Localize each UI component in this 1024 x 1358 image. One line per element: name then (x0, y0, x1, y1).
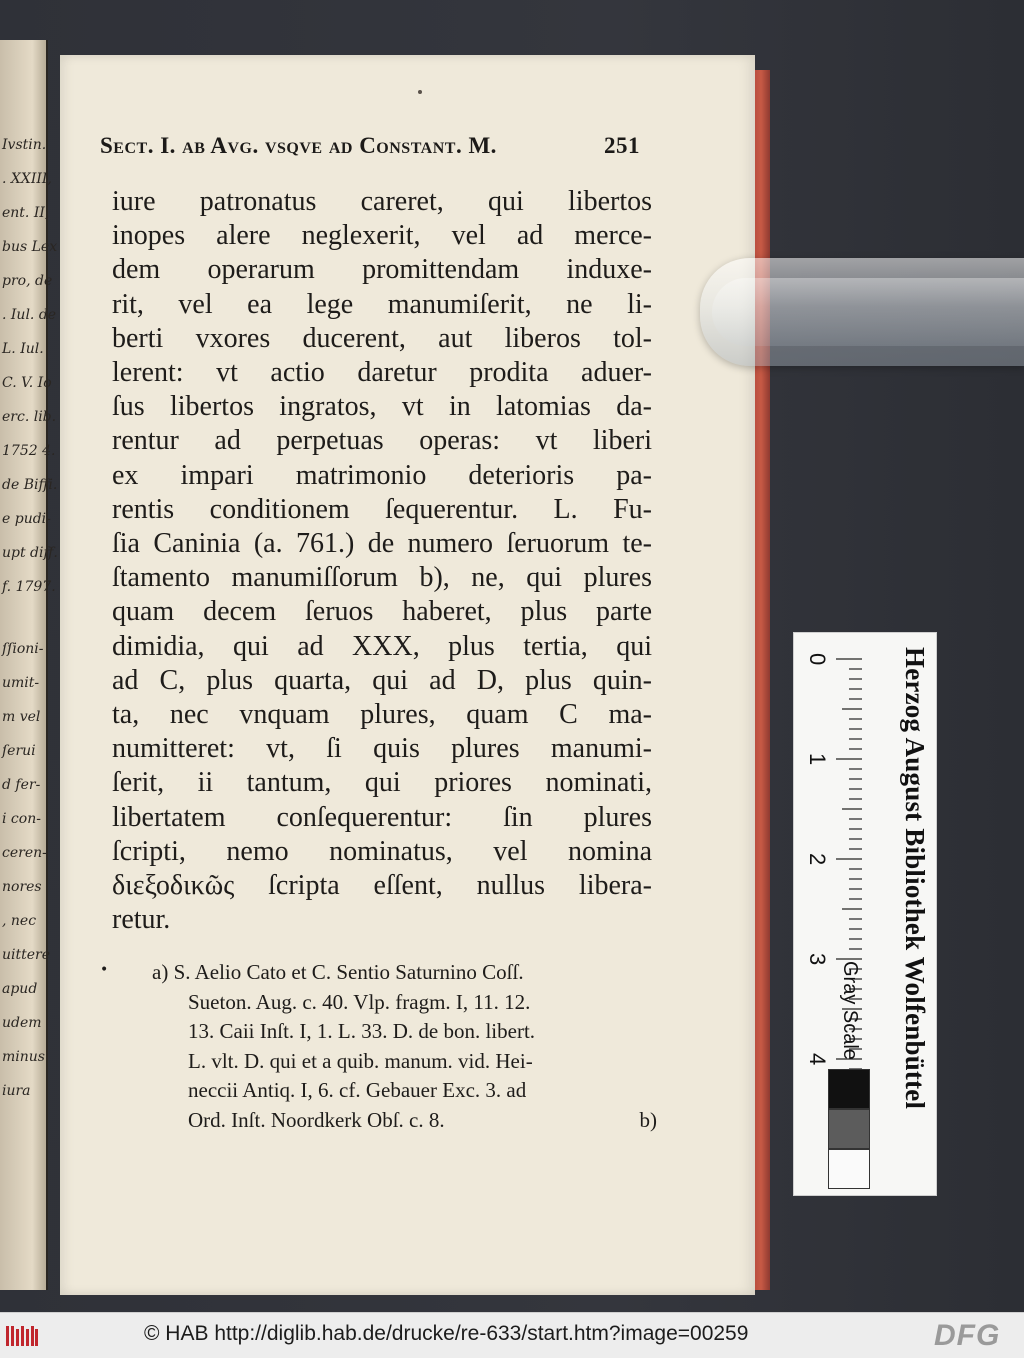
left-page-fragment: , nec (2, 913, 37, 929)
left-page-fragment: bus Lex (2, 239, 58, 255)
left-page-fragment: nores (2, 879, 42, 895)
text-line: ſtamento manumiſſorum b), ne, qui plures (112, 562, 652, 594)
text-line: berti vxores ducerent, aut liberos tol- (112, 322, 652, 354)
text-line: dimidia, qui ad XXX, plus tertia, qui (112, 630, 652, 662)
text-line: rentur ad perpetuas operas: vt liberi (112, 425, 652, 457)
text-line: numitteret: vt, ſi quis plures manumi- (112, 733, 652, 765)
swatch-white (828, 1149, 870, 1189)
footnote-bullet: • (100, 962, 109, 978)
text-line: lerent: vt actio daretur prodita aduer- (112, 357, 652, 389)
text-line: inopes alere neglexerit, vel ad merce- (112, 220, 652, 252)
text-line: ad C, plus quarta, qui ad D, plus quin- (112, 664, 652, 696)
running-head (100, 133, 640, 159)
page-speck (418, 90, 422, 94)
scale-ruler-card (793, 632, 937, 1196)
ruler-number: 2 (805, 853, 830, 866)
text-line: ta, nec vnquam plures, quam C ma- (112, 699, 652, 731)
left-page-fragment: 1752 4. (2, 443, 56, 459)
left-page-fragment: iura (2, 1083, 31, 1099)
left-page-fragment: apud (2, 981, 38, 997)
footnote-line: L. vlt. D. qui et a quib. manum. vid. Hei- (188, 1048, 533, 1073)
hab-logo-icon (6, 1323, 38, 1349)
footnote-line: neccii Antiq. I, 6. cf. Gebauer Exc. 3. ad (188, 1078, 527, 1102)
left-page-fragment: ceren- (2, 845, 47, 861)
page-number: 251 (604, 133, 640, 158)
footnote-line: Sueton. Aug. c. 40. Vlp. fragm. I, 11. 12. (188, 989, 531, 1014)
ruler-number: 0 (805, 653, 830, 666)
left-page-fragments-top (0, 128, 58, 604)
swatch-black (828, 1069, 870, 1109)
footer-permalink[interactable]: © HAB http://diglib.hab.de/drucke/re-633/start.htm?image=00259 (144, 1322, 749, 1345)
catchword: b) (639, 1107, 657, 1132)
swatch-gray (828, 1109, 870, 1149)
footnote-line: 13. Caii Inſt. I, 1. L. 33. D. de bon. libert. (188, 1019, 536, 1043)
left-page-fragment: d fer- (2, 777, 41, 793)
running-head-title: Sect. I. ab Avg. vsqve ad Constant. M. (100, 133, 497, 158)
left-page-fragment: C. V. Io (2, 375, 52, 391)
left-page-fragment: erc. lib. (2, 409, 57, 425)
text-line: iure patronatus careret, qui libertos (112, 186, 652, 217)
dfg-logo: DFG (934, 1319, 1001, 1352)
text-line: retur. (112, 904, 171, 936)
grayscale-label: Gray Scale (839, 961, 861, 1060)
left-page-fragment: f. 1797. (2, 579, 56, 595)
library-brand: Herzog August Bibliothek Wolfenbüttel (900, 647, 930, 1110)
text-line: libertatem conſequerentur: ſin plures (112, 801, 652, 833)
left-page-fragment: uittere (2, 947, 51, 963)
left-page-fragment: ſſioni- (2, 641, 44, 657)
text-line: ſus libertos ingratos, vt in latomias da- (112, 391, 652, 423)
left-page-fragment: m vel (2, 709, 41, 725)
text-line: rentis conditionem ſequerentur. L. Fu- (112, 493, 652, 525)
text-line: ex impari matrimonio deterioris pa- (112, 459, 652, 491)
text-line: quam decem ſeruos haberet, plus parte (112, 596, 652, 628)
text-line: ſerit, ii tantum, qui priores nominati, (112, 767, 652, 799)
left-page-fragment: L. Iul. (2, 341, 44, 357)
left-page-fragment: upt diff. (2, 545, 58, 561)
footer-bar (0, 1312, 1024, 1358)
left-page-fragment: i con- (2, 811, 41, 827)
left-page-fragment: Ivstin. (2, 137, 47, 153)
grayscale-swatches (828, 1069, 870, 1189)
left-page-fragment: . XXIII, (2, 171, 52, 187)
ruler-number: 3 (805, 953, 830, 966)
ruler-number: 1 (805, 753, 830, 766)
left-page-edge (0, 40, 58, 1290)
text-line: διεξοδικῶς ſcripta eſſent, nullus libera- (112, 870, 652, 902)
left-page-fragment: e pudi- (2, 511, 51, 527)
text-line: dem operarum promittendam induxe- (112, 254, 652, 286)
glass-page-clip-highlight (712, 278, 1024, 346)
ruler-number: 4 (805, 1053, 830, 1066)
left-page-fragment: umit- (2, 675, 40, 691)
left-page-fragment: minus (2, 1049, 45, 1065)
left-page-fragment: de Biffi. (2, 477, 58, 493)
left-page-fragments-bottom (0, 632, 51, 1108)
text-line: ſia Caninia (a. 761.) de numero ſeruorum te- (112, 528, 652, 560)
left-page-fragment: . Iul. de (2, 307, 57, 323)
left-page-fragment: pro, de (2, 273, 53, 289)
left-page-fragment: ent. II, (2, 205, 50, 221)
left-page-fragment: udem (2, 1015, 42, 1031)
footnote-line: Ord. Inſt. Noordkerk Obſ. c. 8. b) (112, 1106, 657, 1136)
left-page-fragment: ſerui (2, 743, 36, 759)
body-text (112, 185, 652, 937)
footnote-line: a) S. Aelio Cato et C. Sentio Saturnino Coſſ. (152, 960, 524, 984)
text-line: ſcripti, nemo nominatus, vel nomina (112, 835, 652, 867)
footnotes (112, 958, 657, 1135)
text-line: rit, vel ea lege manumiſerit, ne li- (112, 288, 652, 320)
